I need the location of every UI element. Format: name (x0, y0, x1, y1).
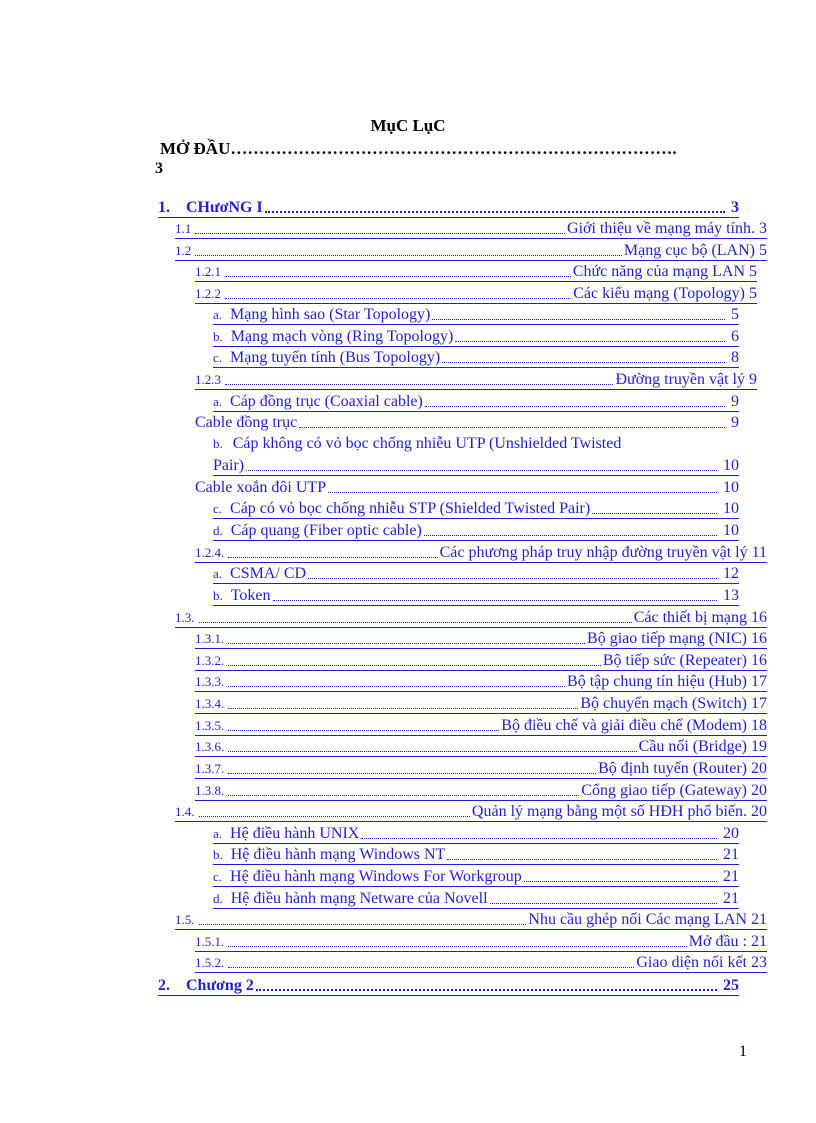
toc-dot-leader (308, 577, 717, 579)
toc-entry-title: Mạng mạch vòng (Ring Topology) (230, 328, 454, 345)
toc-entry[interactable] (195, 411, 739, 432)
toc-entry-page: 3 (759, 220, 767, 237)
toc-entry-number: 1.5.2. (195, 955, 225, 970)
toc-entry[interactable] (213, 584, 739, 606)
toc-entry[interactable] (213, 454, 739, 476)
toc-entry-page: 5 (749, 263, 757, 280)
toc-entry-number: b. (213, 436, 223, 451)
toc-dot-leader (273, 599, 717, 601)
toc-entry-title: Hệ điều hành mạng Windows NT (230, 846, 446, 863)
toc-entry-number: 1.3.1. (195, 631, 225, 646)
toc-entry-number: 1.2 (175, 243, 192, 258)
toc-entry[interactable] (158, 196, 739, 218)
toc-entry-title: Chương 2 (186, 977, 254, 994)
toc-entry-page: 10 (723, 457, 739, 474)
toc-entry-page: 16 (751, 652, 767, 669)
toc-entry-title: Bộ tiếp sức (Repeater) (602, 652, 747, 669)
toc-entry[interactable] (195, 260, 757, 282)
toc-entry-page: 21 (723, 868, 739, 885)
toc-dot-leader (199, 621, 632, 623)
toc-dot-leader (447, 858, 717, 860)
toc-entry-number: b. (213, 329, 223, 344)
toc-entry-number: 1.5. (175, 912, 195, 927)
toc-entry[interactable] (213, 887, 739, 909)
toc-entry[interactable] (213, 346, 739, 368)
toc-entry-number: a. (213, 394, 223, 409)
toc-dot-leader (425, 405, 725, 407)
toc-entry[interactable] (195, 779, 767, 801)
toc-dot-leader (490, 902, 717, 904)
toc-dot-leader (228, 707, 578, 709)
toc-entry-title: Pair) (213, 457, 245, 474)
toc-entry[interactable] (175, 908, 767, 930)
toc-entry-number: 1.2.3 (195, 372, 221, 387)
toc-entry-page: 5 (759, 242, 767, 259)
toc-entry-page: 9 (731, 393, 739, 410)
toc-entry-number: 1.5.1. (195, 934, 225, 949)
toc-entry-number: 1.3.6. (195, 739, 225, 754)
toc-entry-page: 21 (723, 846, 739, 863)
toc-entry-title: Quản lý mạng bằng một số HĐH phổ biến. (471, 803, 747, 820)
toc-entry-number: b. (213, 847, 223, 862)
toc-entry-page: 5 (749, 285, 757, 302)
toc-entry-page: 5 (731, 306, 739, 323)
toc-dot-leader (432, 318, 725, 320)
toc-dot-leader (524, 880, 717, 882)
toc-entry-page: 20 (751, 782, 767, 799)
toc-entry-number: 1.2.4. (195, 545, 225, 560)
toc-entry-page: 9 (731, 414, 739, 431)
toc-entry-number: 1.3.4. (195, 696, 225, 711)
toc-dot-leader (228, 685, 565, 687)
toc-entry-title: Cáp có vỏ bọc chống nhiễu STP (Shielded Twisted Pair) (230, 500, 591, 517)
toc-entry-number: a. (213, 307, 223, 322)
toc-entry-title: CSMA/ CD (230, 565, 307, 582)
toc-entry-page: 10 (723, 500, 739, 517)
toc-entry-title: Hệ điều hành UNIX (230, 825, 360, 842)
toc-entry-title: Các kiểu mạng (Topology) (573, 285, 745, 302)
toc-dot-leader (228, 729, 499, 731)
toc-dot-leader (225, 297, 571, 299)
toc-entry-title: Cable đồng trục (195, 414, 298, 431)
toc-entry[interactable] (213, 497, 739, 519)
toc-entry-title: Bộ tập chung tín hiệu (Hub) (567, 673, 747, 690)
toc-entry-title: Mở đầu : (688, 933, 747, 950)
toc-dot-leader (199, 815, 470, 817)
toc-entry[interactable] (213, 822, 739, 844)
toc-entry-title: Bộ giao tiếp mạng (NIC) (587, 630, 747, 647)
toc-entry[interactable] (213, 390, 739, 412)
toc-entry-page: 6 (731, 328, 739, 345)
toc-entry-number: d. (213, 523, 223, 538)
toc-entry-number: c. (213, 869, 223, 884)
toc-entry[interactable] (195, 930, 767, 952)
toc-entry[interactable] (213, 325, 739, 347)
toc-entry-page: 12 (723, 565, 739, 582)
toc-entry-page: 21 (751, 933, 767, 950)
toc-entry[interactable] (213, 519, 739, 541)
toc-dot-leader (228, 642, 585, 644)
toc-dot-leader (592, 512, 717, 514)
toc-entry-title: Token (230, 587, 271, 604)
toc-entry-title: Cổng giao tiếp (Gateway) (581, 782, 747, 799)
toc-entry[interactable] (195, 951, 767, 973)
toc-entry-title: Bộ chuyển mạch (Switch) (580, 695, 747, 712)
toc-entry-title: Chức năng của mạng LAN (572, 263, 745, 280)
toc-dot-leader (442, 361, 725, 363)
toc-dot-leader (299, 426, 725, 428)
toc-entry-number: 1.2.2 (195, 286, 221, 301)
toc-entry-title: Mạng cục bộ (LAN) (623, 242, 755, 259)
toc-entry[interactable] (195, 735, 767, 757)
toc-entry[interactable] (195, 476, 739, 497)
toc-dot-leader (228, 945, 687, 947)
toc-entry-page: 9 (749, 371, 757, 388)
toc-entry-number: 1.3. (175, 610, 195, 625)
toc-entry-number: 1.3.7. (195, 761, 225, 776)
toc-dot-leader (199, 923, 527, 925)
toc-entry-number: c. (213, 501, 223, 516)
toc-dot-leader (225, 383, 613, 385)
toc-entry-page: 20 (751, 803, 767, 820)
toc-entry-title: Cáp quang (Fiber optic cable) (230, 522, 422, 539)
toc-dot-leader (361, 837, 717, 839)
toc-entry-page: 23 (751, 954, 767, 971)
intro-leader: ……………………………………………………………………. (230, 139, 677, 158)
toc-entry-number: a. (213, 826, 223, 841)
toc-entry[interactable] (195, 649, 767, 671)
toc-entry-page: 18 (751, 717, 767, 734)
toc-entry-page: 13 (723, 587, 739, 604)
toc-entry-page: 10 (723, 522, 739, 539)
toc-entry-page: 19 (751, 738, 767, 755)
toc-entry-page: 25 (723, 977, 739, 994)
toc-entry-number: c. (213, 350, 223, 365)
toc-dot-leader (195, 232, 565, 234)
toc-entry-number: b. (213, 588, 223, 603)
toc-entry-title: Giao diện nối kết (636, 954, 747, 971)
toc-entry[interactable] (195, 282, 757, 304)
toc-entry[interactable] (195, 541, 767, 563)
toc-entry-number: 2. (158, 977, 170, 994)
toc-entry-title: Nhu cầu ghép nối Các mạng LAN (528, 911, 747, 928)
toc-entry[interactable] (195, 714, 767, 736)
toc-entry[interactable] (213, 562, 739, 584)
toc-entry[interactable] (213, 303, 739, 325)
toc-dot-leader (455, 340, 725, 342)
toc-entry-page: 17 (751, 695, 767, 712)
toc-entry-title: Bộ định tuyến (Router) (598, 760, 747, 777)
toc-entry[interactable] (213, 432, 711, 453)
toc-entry-number: d. (213, 891, 223, 906)
page-number: 1 (739, 1043, 747, 1060)
page-title: MụC LụC (370, 116, 446, 135)
toc-entry-title: Cầu nối (Bridge) (638, 738, 747, 755)
toc-entry-title: Mạng hình sao (Star Topology) (230, 306, 431, 323)
toc-dot-leader (195, 254, 622, 256)
toc-dot-leader (424, 534, 717, 536)
toc-entry[interactable] (195, 757, 767, 779)
toc-entry[interactable] (195, 692, 767, 714)
toc-entry-title: Hệ điều hành mạng Netware của Novell (230, 890, 488, 907)
toc-entry-title: Cable xoắn đôi UTP (195, 479, 327, 496)
intro-page-number: 3 (155, 160, 163, 177)
toc-entry[interactable] (213, 865, 739, 887)
toc-entry[interactable] (195, 627, 767, 649)
toc-entry-page: 17 (751, 673, 767, 690)
toc-entry-number: 1. (158, 199, 170, 216)
toc-dot-leader (265, 210, 725, 213)
toc-entry-page: 11 (751, 544, 767, 561)
toc-entry-number: a. (213, 566, 223, 581)
toc-entry[interactable] (175, 239, 767, 261)
toc-entry-number: 1.3.2. (195, 653, 225, 668)
toc-dot-leader (256, 988, 717, 991)
toc-entry[interactable] (175, 217, 767, 239)
toc-entry-number: 1.4. (175, 804, 195, 819)
toc-entry-page: 20 (723, 825, 739, 842)
toc-entry-page: 10 (723, 479, 739, 496)
toc-dot-leader (228, 556, 437, 558)
toc-entry-page: 16 (751, 609, 767, 626)
toc-dot-leader (228, 794, 579, 796)
toc-entry-number: 1.3.5. (195, 718, 225, 733)
toc-entry[interactable] (158, 974, 739, 996)
toc-entry[interactable] (175, 606, 767, 628)
toc-entry-page: 16 (751, 630, 767, 647)
toc-entry[interactable] (175, 800, 767, 822)
toc-dot-leader (228, 772, 596, 774)
toc-dot-leader (225, 275, 571, 277)
toc-entry-title: Các thiết bị mạng (633, 609, 747, 626)
toc-entry-title: Mạng tuyến tính (Bus Topology) (230, 349, 441, 366)
toc-entry-number: 1.3.3. (195, 674, 225, 689)
toc-entry-number: 1.3.8. (195, 783, 225, 798)
toc-entry-number: 1.1 (175, 221, 192, 236)
toc-entry-number: 1.2.1 (195, 264, 221, 279)
toc-entry[interactable] (195, 670, 767, 692)
toc-entry[interactable] (213, 843, 739, 865)
toc-dot-leader (328, 491, 717, 493)
toc-entry-page: 21 (723, 890, 739, 907)
toc-entry-page: 21 (751, 911, 767, 928)
intro-label: MỞ ĐẦU (160, 139, 231, 158)
toc-entry-title: Đường truyền vật lý (615, 371, 745, 388)
toc-entry-title: Giới thiệu về mạng máy tính. (567, 220, 755, 237)
toc-dot-leader (228, 966, 634, 968)
toc-entry-title: Bộ điều chế và giải điều chế (Modem) (501, 717, 747, 734)
toc-dot-leader (228, 750, 636, 752)
toc-entry-title: Các phương pháp truy nhập đường truyền vật lý (439, 544, 748, 561)
toc-dot-leader (228, 664, 601, 666)
toc-dot-leader (246, 469, 717, 471)
toc-entry-title: CHươNG I (186, 199, 263, 216)
toc-entry-title: Hệ điều hành mạng Windows For Workgroup (230, 868, 522, 885)
toc-entry[interactable] (195, 368, 757, 390)
toc-entry-title: Cáp không có vỏ bọc chống nhiễu UTP (Unshielded Twisted (232, 435, 622, 452)
toc-entry-page: 8 (731, 349, 739, 366)
toc-entry-page: 3 (731, 199, 739, 216)
toc-entry-page: 20 (751, 760, 767, 777)
toc-entry-title: Cáp đồng trục (Coaxial cable) (230, 393, 423, 410)
